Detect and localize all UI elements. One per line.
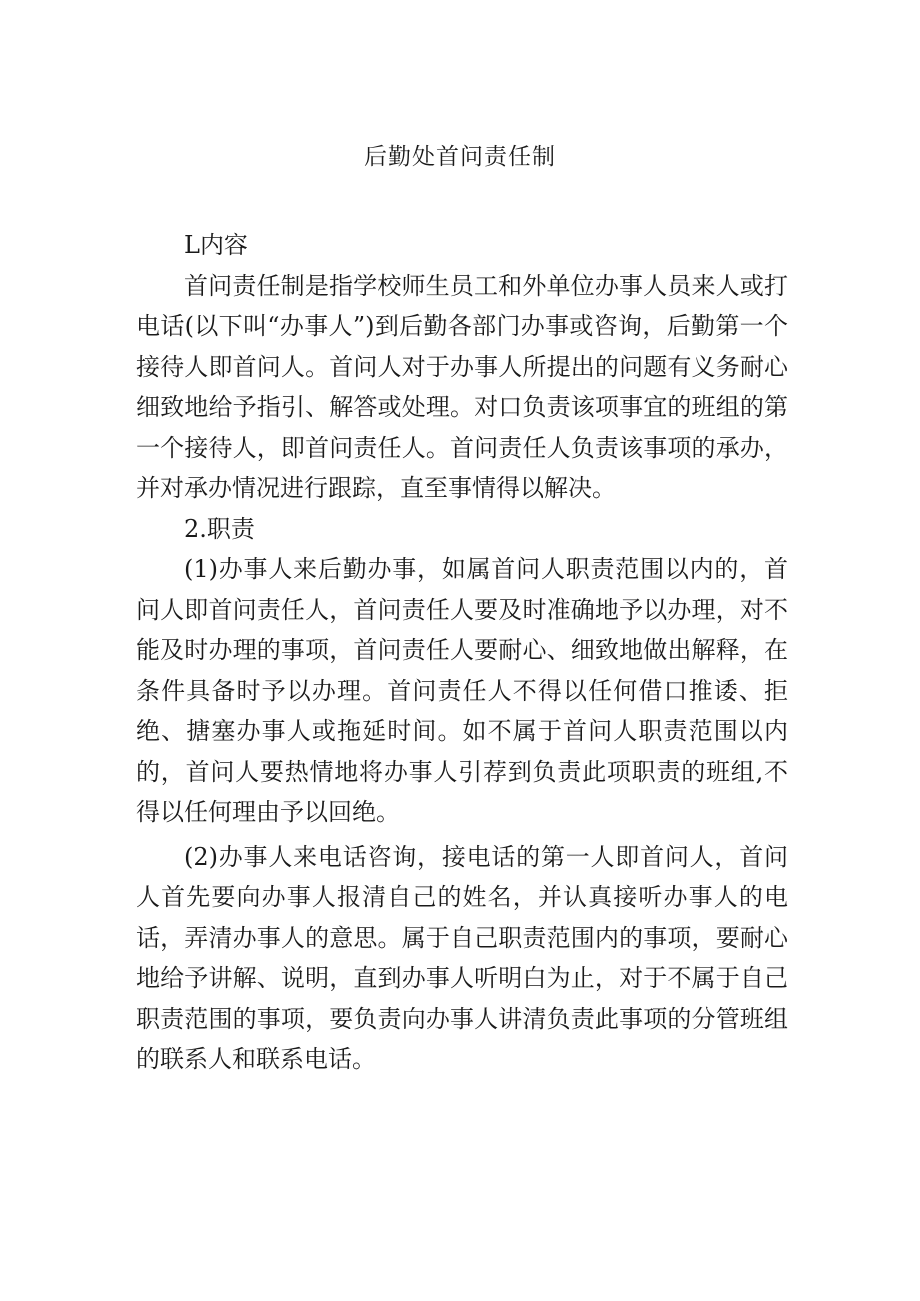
content-paragraph: 首问责任制是指学校师生员工和外单位办事人员来人或打电话(以下叫“办事人”)到后勤各部门办事或咨询，后勤第一个接待人即首问人。首问人对于办事人所提出的问题有义务耐心细致地给予指引、解答或处理。对口负责该项事宜的班组的第一个接待人，即首问责任人。首问责任人负责该事项的承办，并对承办情况进行跟踪，直至事情得以解决。 bbox=[136, 271, 788, 502]
duty-paragraph-2: (2)办事人来电话咨询，接电话的第一人即首问人，首问人首先要向办事人报清自己的姓名，并认真接听办事人的电话，弄清办事人的意思。属于自己职责范围内的事项，要耐心地给予讲解、说明，直到办事人听明白为止，对于不属于自己职责范围的事项，要负责向办事人讲清负责此事项的分管班组的联系人和联系电话。 bbox=[136, 842, 788, 1073]
duty-paragraph-1: (1)办事人来后勤办事，如属首问人职责范围以内的，首问人即首问责任人，首问责任人要及时准确地予以办理，对不能及时办理的事项，首问责任人要耐心、细致地做出解释，在条件具备时予以办理。首问责任人不得以任何借口推诿、拒绝、搪塞办事人或拖延时间。如不属于首问人职责范围以内的，首问人要热情地将办事人引荐到负责此项职责的班组,不得以任何理由予以回绝。 bbox=[136, 555, 788, 826]
document-title: 后勤处首问责任制 bbox=[364, 144, 556, 170]
section-heading-duties: 2.职责 bbox=[184, 514, 255, 543]
section-heading-content: L内容 bbox=[184, 231, 248, 259]
document-body bbox=[136, 225, 788, 1080]
